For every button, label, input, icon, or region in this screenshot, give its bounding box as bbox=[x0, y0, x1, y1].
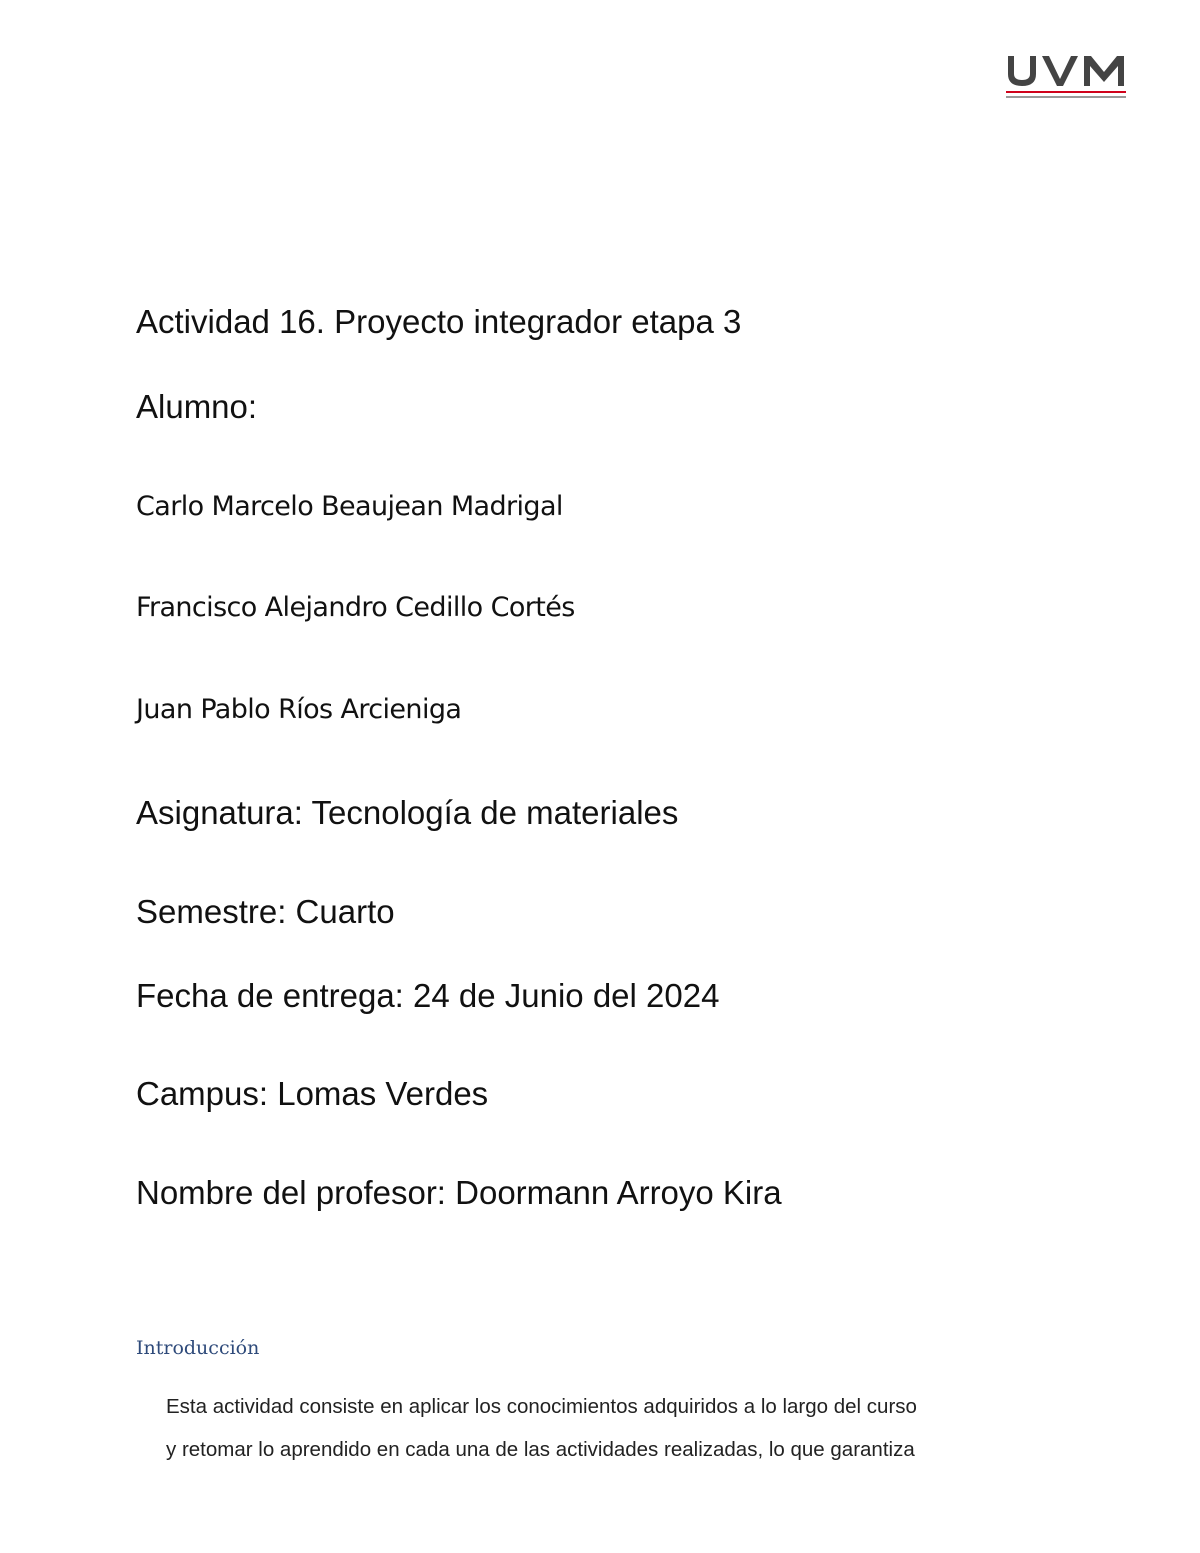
intro-paragraph-line: Esta actividad consiste en aplicar los conocimientos adquiridos a lo largo del curso bbox=[166, 1395, 917, 1418]
intro-heading: Introducción bbox=[136, 1337, 260, 1359]
campus-line: Campus: Lomas Verdes bbox=[136, 1075, 489, 1112]
intro-paragraph-line: y retomar lo aprendido en cada una de las actividades realizadas, lo que garantiza bbox=[166, 1438, 915, 1461]
student-name: Juan Pablo Ríos Arcieniga bbox=[136, 694, 462, 725]
due-date-line: Fecha de entrega: 24 de Junio del 2024 bbox=[136, 977, 720, 1014]
students-label: Alumno: bbox=[136, 388, 258, 425]
professor-line: Nombre del profesor: Doormann Arroyo Kira bbox=[136, 1174, 782, 1211]
subject-line: Asignatura: Tecnología de materiales bbox=[136, 794, 679, 831]
semester-line: Semestre: Cuarto bbox=[136, 893, 395, 930]
uvm-logo bbox=[1004, 52, 1128, 102]
document-title: Actividad 16. Proyecto integrador etapa 3 bbox=[136, 303, 742, 340]
uvm-logo-icon bbox=[1004, 52, 1128, 102]
student-name: Carlo Marcelo Beaujean Madrigal bbox=[136, 491, 563, 522]
student-name: Francisco Alejandro Cedillo Cortés bbox=[136, 592, 575, 623]
